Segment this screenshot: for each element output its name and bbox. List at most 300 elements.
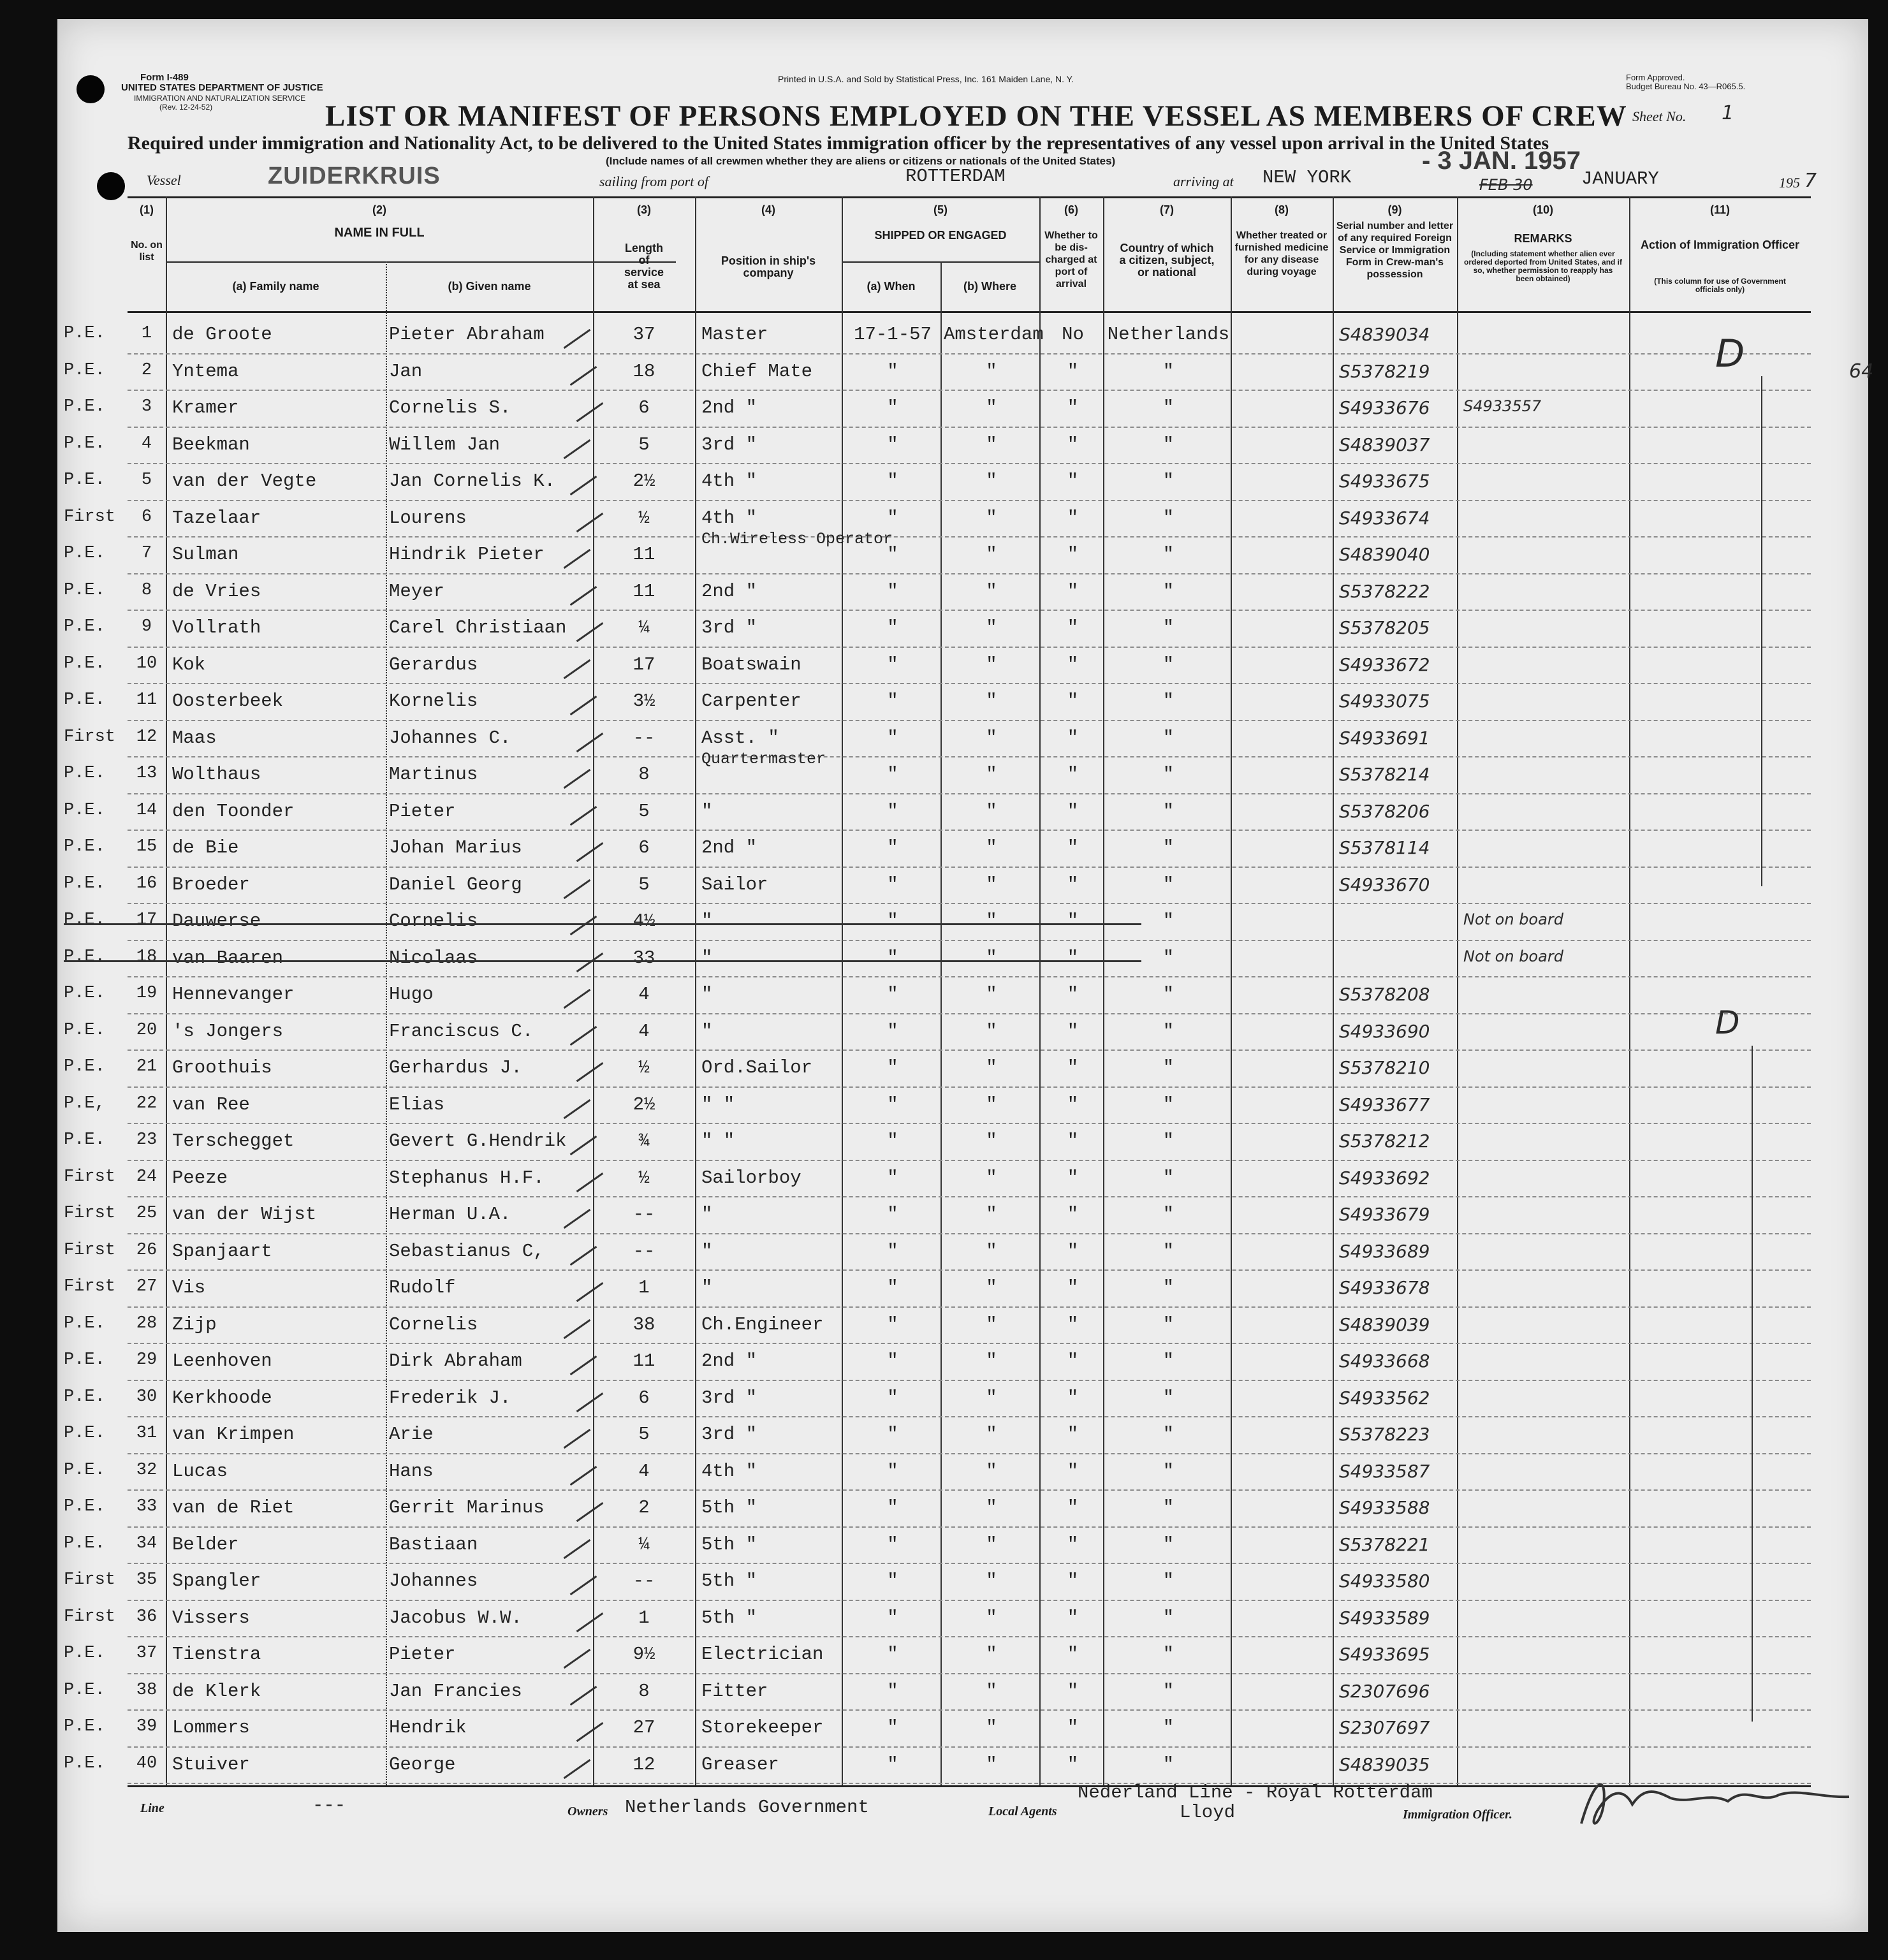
cell-serial: S2307697 <box>1339 1717 1430 1738</box>
cell-serial: S5378210 <box>1339 1057 1430 1078</box>
cell-given: Johan Marius <box>389 837 522 858</box>
cell-given: Lourens <box>389 507 467 529</box>
service: IMMIGRATION AND NATURALIZATION SERVICE <box>134 94 306 103</box>
cell-where: " <box>986 1460 997 1482</box>
cell-family: de Vries <box>172 580 261 602</box>
cell-country: " <box>1162 1020 1175 1042</box>
row-rule <box>128 1306 1811 1308</box>
cell-country: " <box>1162 727 1175 749</box>
cell-cls: P.E, <box>64 1093 105 1113</box>
cell-family: Yntema <box>172 360 239 382</box>
cell-no: 19 <box>136 984 157 1003</box>
cell-no: 5 <box>141 471 152 490</box>
cell-given: Jan Francies <box>389 1680 522 1702</box>
cell-dis: " <box>1067 1424 1079 1445</box>
cell-cls: First <box>64 1167 116 1187</box>
cell-serial: S4933672 <box>1339 654 1430 675</box>
cell-no: 4 <box>141 434 152 453</box>
cell-pos: 5th " <box>701 1607 757 1628</box>
row-rule <box>128 976 1811 977</box>
cell-family: Broeder <box>172 874 250 895</box>
cell-dis: " <box>1067 984 1079 1005</box>
row-rule <box>128 1636 1811 1637</box>
cell-dis: " <box>1067 1460 1079 1482</box>
cell-when: " <box>887 837 898 858</box>
cell-serial: S4933670 <box>1339 874 1430 895</box>
cell-cls: First <box>64 507 116 527</box>
cell-serial: S5378219 <box>1339 360 1430 382</box>
cell-cls: P.E. <box>64 1020 105 1040</box>
cell-family: van der Wijst <box>172 1204 317 1225</box>
cell-country: " <box>1162 471 1175 492</box>
cell-serial: S5378114 <box>1339 837 1430 858</box>
cell-when: " <box>887 1350 898 1371</box>
cell-serial: S4839034 <box>1339 324 1430 345</box>
col11-subheader: (This column for use of Government officials only) <box>1654 277 1786 294</box>
cell-given: Stephanus H.F. <box>389 1167 545 1188</box>
cell-given: Arie <box>389 1424 434 1445</box>
cell-svc: -- <box>633 1204 655 1225</box>
cell-when: " <box>887 580 898 602</box>
row-rule <box>128 720 1811 721</box>
cell-given: Meyer <box>389 580 445 602</box>
cell-when: " <box>887 397 898 418</box>
cell-when: " <box>887 1020 898 1042</box>
cell-pos: 5th " <box>701 1533 757 1555</box>
cell-when: " <box>887 654 898 675</box>
cell-when: " <box>887 507 898 529</box>
cell-no: 25 <box>136 1204 157 1223</box>
cell-country: " <box>1162 1130 1175 1152</box>
row-rule <box>128 1233 1811 1234</box>
cell-no: 20 <box>136 1020 157 1040</box>
cell-family: Vollrath <box>172 617 261 638</box>
row-rule <box>128 647 1811 648</box>
cell-svc: 2½ <box>633 471 655 492</box>
cell-svc: ¼ <box>638 617 650 638</box>
cell-cls: First <box>64 1240 116 1260</box>
punch-hole <box>77 75 105 103</box>
cell-where: " <box>986 1057 997 1078</box>
cell-country: " <box>1162 1057 1175 1078</box>
cell-no: 15 <box>136 837 157 856</box>
cell-cls: P.E. <box>64 1680 105 1700</box>
cell-dis: " <box>1067 1387 1079 1408</box>
cell-given: Carel Christiaan <box>389 617 567 638</box>
cell-dis: " <box>1067 874 1079 895</box>
cell-cls: P.E. <box>64 691 105 710</box>
cell-family: de Klerk <box>172 1680 261 1702</box>
cell-where: " <box>986 984 997 1005</box>
cell-svc: 5 <box>638 800 650 822</box>
cell-dis: " <box>1067 1570 1079 1591</box>
cell-cls: P.E. <box>64 1533 105 1553</box>
line-label: Line <box>140 1801 165 1815</box>
cell-svc: -- <box>633 727 655 749</box>
cell-family: den Toonder <box>172 800 295 822</box>
cell-given: Cornelis <box>389 911 478 932</box>
cell-country: " <box>1162 1607 1175 1628</box>
cell-given: Hans <box>389 1460 434 1482</box>
cell-cls: P.E. <box>64 911 105 930</box>
cell-where: " <box>986 1717 997 1738</box>
cell-given: Hindrik Pieter <box>389 544 545 565</box>
cell-svc: ¾ <box>638 1130 650 1152</box>
cell-dis: No <box>1062 324 1084 345</box>
cell-cls: P.E. <box>64 471 105 490</box>
cell-serial: S4839037 <box>1339 434 1430 455</box>
col3-number: (3) <box>637 203 651 216</box>
cell-svc: 3½ <box>633 691 655 712</box>
cell-serial: S4933689 <box>1339 1240 1430 1262</box>
cell-where: Amsterdam <box>944 324 1044 345</box>
cell-svc: 11 <box>633 544 655 565</box>
cell-cls: P.E. <box>64 580 105 600</box>
cell-family: van de Riet <box>172 1497 295 1518</box>
cell-when: " <box>887 1167 898 1188</box>
cell-dis: " <box>1067 1277 1079 1298</box>
cell-family: Stuiver <box>172 1753 250 1775</box>
cell-family: Beekman <box>172 434 250 455</box>
cell-where: " <box>986 911 997 932</box>
cell-svc: 8 <box>638 1680 650 1702</box>
col9-number: (9) <box>1387 203 1402 216</box>
cell-country: " <box>1162 580 1175 602</box>
cell-svc: ½ <box>638 1167 650 1188</box>
cell-pos: 2nd " <box>701 837 757 858</box>
col9-header: Serial number and letter of any required Foreign Service or Immigration Form in Crew-man's possession <box>1336 221 1454 280</box>
cell-given: Kornelis <box>389 691 478 712</box>
cell-serial: S4839040 <box>1339 544 1430 565</box>
cell-where: " <box>986 1130 997 1152</box>
cell-svc: 2 <box>638 1497 650 1518</box>
cell-when: " <box>887 691 898 712</box>
cell-country: " <box>1162 1460 1175 1482</box>
cell-given: Nicolaas <box>389 947 478 969</box>
cell-serial: S5378206 <box>1339 800 1430 822</box>
row-rule <box>128 610 1811 611</box>
cell-country: " <box>1162 1350 1175 1371</box>
cell-dis: " <box>1067 800 1079 822</box>
cell-family: Kerkhoode <box>172 1387 272 1408</box>
cell-no: 11 <box>136 691 157 710</box>
cell-country: " <box>1162 1424 1175 1445</box>
cell-dis: " <box>1067 1497 1079 1518</box>
cell-country: " <box>1162 1240 1175 1262</box>
cell-no: 9 <box>141 617 152 636</box>
owners-label: Owners <box>567 1804 608 1818</box>
col10-subheader: (Including statement whether alien ever ordered deported from United States, and if so, whether permission to reapply has been obtained) <box>1463 249 1623 283</box>
cell-country: " <box>1162 1753 1175 1775</box>
cell-family: Wolthaus <box>172 764 261 785</box>
cell-when: " <box>887 1057 898 1078</box>
cell-serial: S4933675 <box>1339 471 1430 492</box>
cell-where: " <box>986 1093 997 1115</box>
cell-country: " <box>1162 1497 1175 1518</box>
cell-no: 8 <box>141 580 152 600</box>
cell-family: Oosterbeek <box>172 691 284 712</box>
row-rule <box>128 1160 1811 1161</box>
cell-pos: 2nd " <box>701 397 757 418</box>
cell-serial: S4933674 <box>1339 507 1430 529</box>
cell-country: Netherlands <box>1107 324 1230 345</box>
cell-where: " <box>986 947 997 969</box>
cell-country: " <box>1162 1570 1175 1591</box>
year-label: 195 <box>1779 175 1800 191</box>
officer-check-line <box>1752 1046 1753 1722</box>
cell-when: " <box>887 1680 898 1702</box>
cell-pos: 4th " <box>701 471 757 492</box>
header-bottom-rule <box>128 311 1811 313</box>
agents-line2: Lloyd <box>1180 1802 1236 1823</box>
cell-family: Groothuis <box>172 1057 272 1078</box>
cell-pos: 4th " <box>701 1460 757 1482</box>
cell-cls: P.E. <box>64 397 105 416</box>
cell-no: 1 <box>141 324 152 343</box>
cell-dis: " <box>1067 1020 1079 1042</box>
cell-when: " <box>887 471 898 492</box>
cell-where: " <box>986 654 997 675</box>
cell-pos: " <box>701 1204 713 1225</box>
cell-cls: P.E. <box>64 764 105 783</box>
row-rule <box>128 1086 1811 1088</box>
row-rule <box>128 1380 1811 1381</box>
table-top-rule <box>128 196 1811 198</box>
struck-date: FEB 30 <box>1479 176 1533 194</box>
cell-family: van Krimpen <box>172 1424 295 1445</box>
col5-header: SHIPPED OR ENGAGED <box>874 229 1007 242</box>
cell-pos: " <box>701 911 713 932</box>
cell-svc: ½ <box>638 1057 650 1078</box>
cell-when: " <box>887 434 898 455</box>
margin-note: 64 <box>1849 360 1874 383</box>
cell-dis: " <box>1067 471 1079 492</box>
cell-pos: Carpenter <box>701 691 801 712</box>
col7-header: Country of which a citizen, subject, or national <box>1119 242 1215 279</box>
cell-serial: S5378214 <box>1339 764 1430 785</box>
cell-when: " <box>887 874 898 895</box>
cell-cls: P.E. <box>64 617 105 636</box>
cell-where: " <box>986 1167 997 1188</box>
cell-svc: ¼ <box>638 1533 650 1555</box>
cell-cls: First <box>64 727 116 747</box>
cell-cls: P.E. <box>64 1313 105 1333</box>
cell-serial: S4933589 <box>1339 1607 1430 1628</box>
cell-family: van Ree <box>172 1093 250 1115</box>
manifest-sheet <box>57 19 1874 1932</box>
cell-no: 18 <box>136 947 157 967</box>
col1-header: No. on list <box>131 240 163 263</box>
cell-where: " <box>986 1387 997 1408</box>
row-rule <box>128 463 1811 464</box>
budget-bureau: Budget Bureau No. 43—R065.5. <box>1626 82 1746 91</box>
cell-when: " <box>887 1277 898 1298</box>
cell-dis: " <box>1067 1680 1079 1702</box>
cell-dis: " <box>1067 434 1079 455</box>
cell-dis: " <box>1067 1313 1079 1335</box>
cell-country: " <box>1162 1277 1175 1298</box>
cell-cls: P.E. <box>64 1350 105 1370</box>
cell-given: Dirk Abraham <box>389 1350 522 1371</box>
cell-when: " <box>887 617 898 638</box>
cell-given: Hugo <box>389 984 434 1005</box>
row-rule <box>128 1343 1811 1344</box>
cell-dis: " <box>1067 617 1079 638</box>
cell-svc: 8 <box>638 764 650 785</box>
agents-line1: Nederland Line - Royal Rotterdam <box>1078 1782 1433 1803</box>
cell-family: Terschegget <box>172 1130 295 1152</box>
col10-header: REMARKS <box>1514 232 1572 245</box>
sheet-number: 1 <box>1722 102 1734 124</box>
row-rule <box>128 1709 1811 1711</box>
cell-pos: Quartermaster <box>701 750 826 768</box>
cell-svc: 6 <box>638 1387 650 1408</box>
cell-pos: 3rd " <box>701 434 757 455</box>
cell-dis: " <box>1067 1057 1079 1078</box>
cell-where: " <box>986 1424 997 1445</box>
cell-country: " <box>1162 360 1175 382</box>
cell-pos: 2nd " <box>701 1350 757 1371</box>
cell-cls: P.E. <box>64 984 105 1003</box>
cell-given: Sebastianus C, <box>389 1240 545 1262</box>
col2-header: NAME IN FULL <box>334 226 425 240</box>
cell-serial: S5378205 <box>1339 617 1430 638</box>
officer-check-line <box>1761 376 1762 886</box>
cell-svc: 4 <box>638 1020 650 1042</box>
col8-number: (8) <box>1275 203 1289 216</box>
cell-given: Rudolf <box>389 1277 456 1298</box>
row-rule <box>128 1196 1811 1197</box>
cell-cls: P.E. <box>64 1130 105 1150</box>
arrival-month: JANUARY <box>1581 168 1659 189</box>
cell-given: Daniel Georg <box>389 874 522 895</box>
cell-remark: Not on board <box>1463 911 1563 928</box>
cell-given: Bastiaan <box>389 1533 478 1555</box>
col10-number: (10) <box>1532 203 1553 216</box>
cell-pos: Master <box>701 324 768 345</box>
cell-when: " <box>887 1130 898 1152</box>
cell-serial: S4839035 <box>1339 1753 1430 1775</box>
cell-given: Cornelis <box>389 1313 478 1335</box>
cell-no: 14 <box>136 800 157 820</box>
cell-when: " <box>887 947 898 969</box>
cell-svc: 5 <box>638 434 650 455</box>
cell-pos: Sailorboy <box>701 1167 801 1188</box>
row-rule <box>128 940 1811 941</box>
cell-country: " <box>1162 654 1175 675</box>
cell-where: " <box>986 1497 997 1518</box>
include-note: (Include names of all crewmen whether they are aliens or citizens or nationals of the United States) <box>606 155 1116 167</box>
cell-where: " <box>986 617 997 638</box>
cell-remark: Not on board <box>1463 947 1563 965</box>
cell-svc: 5 <box>638 1424 650 1445</box>
cell-pos: Ord.Sailor <box>701 1057 813 1078</box>
cell-no: 26 <box>136 1240 157 1260</box>
cell-where: " <box>986 874 997 895</box>
cell-no: 39 <box>136 1717 157 1736</box>
cell-country: " <box>1162 1533 1175 1555</box>
col8-header: Whether treated or furnished medicine for any disease during voyage <box>1234 230 1329 277</box>
cell-dis: " <box>1067 691 1079 712</box>
cell-dis: " <box>1067 727 1079 749</box>
cell-svc: 17 <box>633 654 655 675</box>
cell-serial: S5378223 <box>1339 1424 1430 1445</box>
cell-svc: 9½ <box>633 1644 655 1665</box>
col6-header: Whether to be dis-charged at port of arrival <box>1044 230 1098 289</box>
cell-svc: 11 <box>633 580 655 602</box>
cell-where: " <box>986 1350 997 1371</box>
row-rule <box>128 427 1811 428</box>
cell-cls: P.E. <box>64 874 105 893</box>
cell-dis: " <box>1067 1753 1079 1775</box>
row-rule <box>128 536 1811 538</box>
cell-where: " <box>986 800 997 822</box>
row-rule <box>128 1746 1811 1748</box>
cell-where: " <box>986 1204 997 1225</box>
cell-where: " <box>986 764 997 785</box>
cell-country: " <box>1162 544 1175 565</box>
cell-dis: " <box>1067 654 1079 675</box>
col2a-header: (a) Family name <box>232 280 319 293</box>
cell-when: " <box>887 1753 898 1775</box>
cell-given: Gerhardus J. <box>389 1057 522 1078</box>
cell-where: " <box>986 544 997 565</box>
cell-no: 38 <box>136 1680 157 1700</box>
cell-given: Johannes <box>389 1570 478 1591</box>
cell-family: Zijp <box>172 1313 217 1335</box>
cell-no: 34 <box>136 1533 157 1553</box>
cell-given: Cornelis S. <box>389 397 511 418</box>
cell-dis: " <box>1067 397 1079 418</box>
cell-when: " <box>887 800 898 822</box>
cell-svc: 2½ <box>633 1093 655 1115</box>
cell-where: " <box>986 1680 997 1702</box>
cell-where: " <box>986 580 997 602</box>
cell-svc: -- <box>633 1570 655 1591</box>
cell-no: 28 <box>136 1313 157 1333</box>
cell-family: Hennevanger <box>172 984 295 1005</box>
cell-cls: P.E. <box>64 1424 105 1443</box>
cell-given: Franciscus C. <box>389 1020 534 1042</box>
cell-dis: " <box>1067 360 1079 382</box>
cell-country: " <box>1162 1680 1175 1702</box>
cell-svc: -- <box>633 1240 655 1262</box>
cell-no: 13 <box>136 764 157 783</box>
row-rule <box>128 1269 1811 1271</box>
cell-dis: " <box>1067 1644 1079 1665</box>
cell-when: " <box>887 544 898 565</box>
cell-when: " <box>887 1644 898 1665</box>
cell-serial: S4933562 <box>1339 1387 1430 1408</box>
col7-number: (7) <box>1160 203 1174 216</box>
officer-initial-mark: D <box>1715 1004 1740 1041</box>
cell-when: " <box>887 727 898 749</box>
cell-given: Jan Cornelis K. <box>389 471 556 492</box>
cell-dis: " <box>1067 1717 1079 1738</box>
cell-no: 24 <box>136 1167 157 1187</box>
cell-country: " <box>1162 434 1175 455</box>
cell-where: " <box>986 1020 997 1042</box>
row-rule <box>128 1783 1811 1784</box>
cell-serial: S2307696 <box>1339 1680 1430 1702</box>
cell-country: " <box>1162 1313 1175 1335</box>
table-bottom-rule <box>128 1785 1811 1787</box>
cell-pos: " <box>701 1240 713 1262</box>
cell-when: " <box>887 1204 898 1225</box>
cell-when: " <box>887 1717 898 1738</box>
cell-no: 12 <box>136 727 157 747</box>
cell-when: " <box>887 1533 898 1555</box>
